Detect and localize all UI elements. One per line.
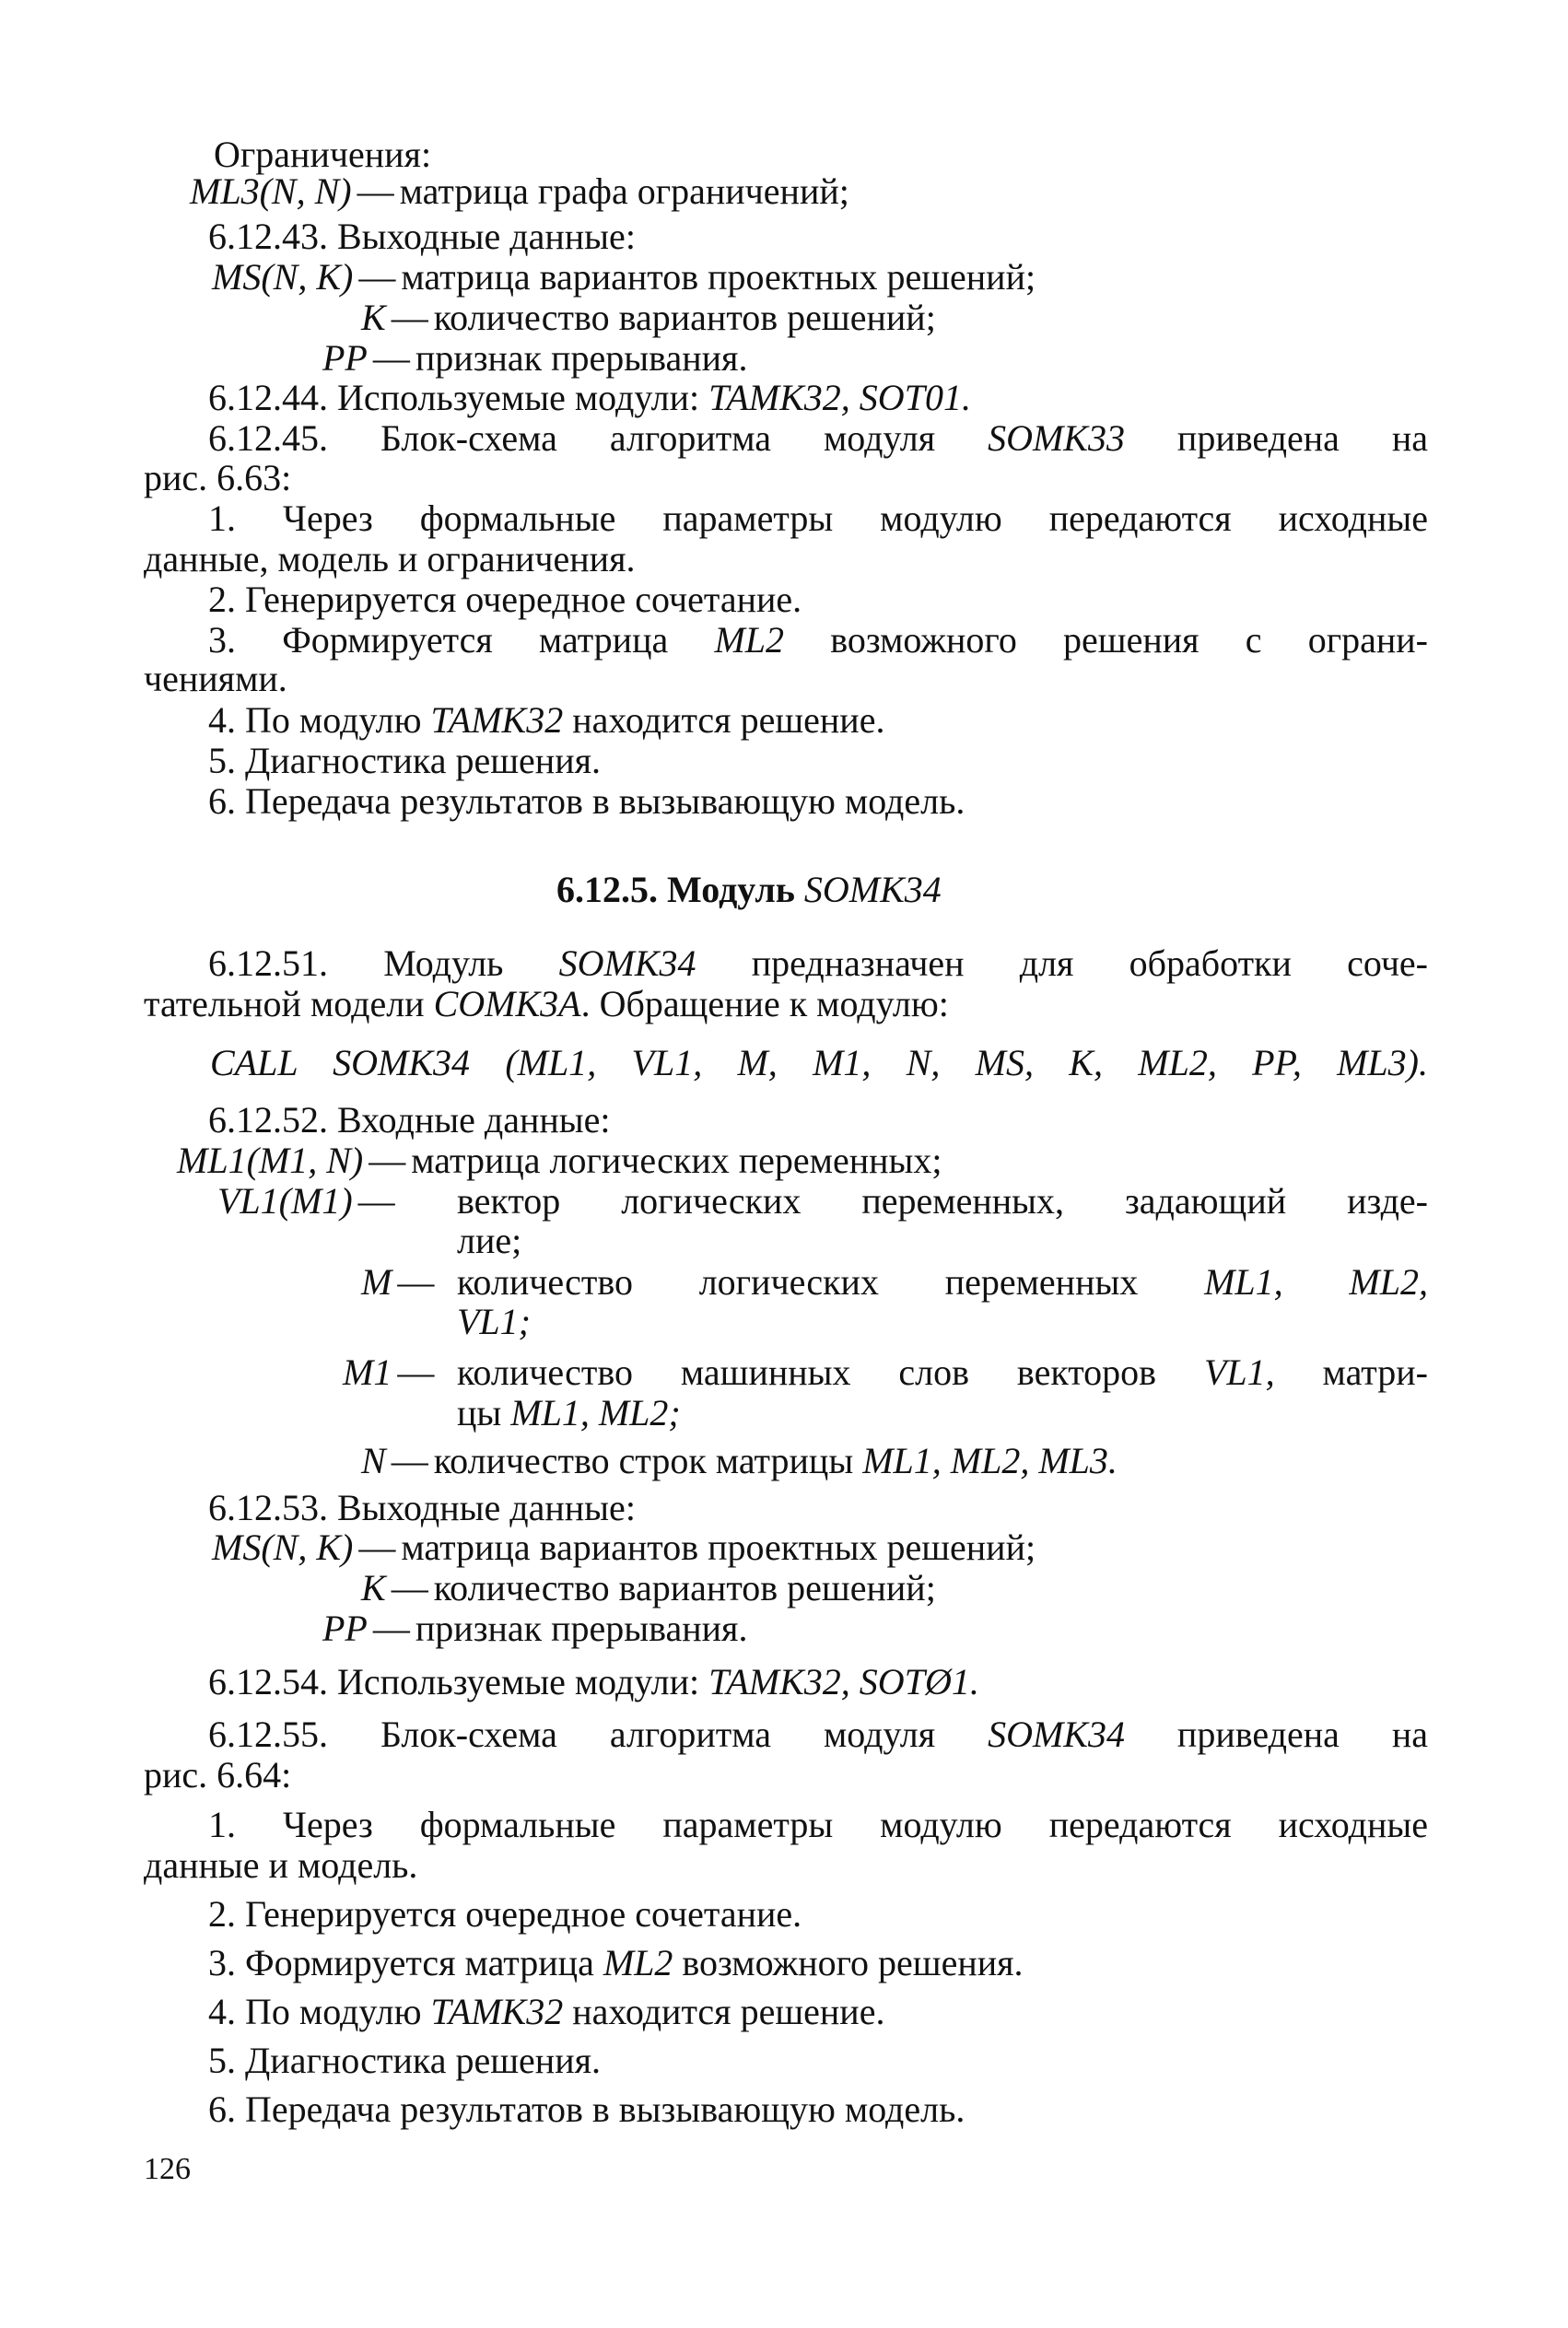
step-5: 5. Диагностика решения. bbox=[208, 740, 601, 781]
step-2: 2. Генерируется очередное сочетание. bbox=[208, 579, 802, 620]
paragraph-6-12-44: 6.12.44. Используемые модули: TAMK32, SOT01. bbox=[208, 377, 971, 418]
step-2-b: 2. Генерируется очередное сочетание. bbox=[208, 1893, 802, 1935]
k-definition-2: K — количество вариантов решений; bbox=[361, 1567, 936, 1609]
ml1-definition: ML1(M1, N) — матрица логических переменных; bbox=[177, 1140, 942, 1181]
paragraph-6-12-51: 6.12.51. Модуль SOMK34 предназначен для обработки соче- bbox=[208, 942, 1429, 984]
m-definition-cont: VL1; bbox=[457, 1301, 531, 1342]
vl1-definition-text: вектор логических переменных, задающий изде- bbox=[457, 1180, 1428, 1222]
ms-definition: MS(N, K) — матрица вариантов проектных решений; bbox=[212, 256, 1036, 298]
step-1-b: 1. Через формальные параметры модулю передаются исходные bbox=[208, 1804, 1428, 1845]
step-1-cont: данные, модель и ограничения. bbox=[144, 538, 636, 579]
call-statement: CALL SOMK34 (ML1, VL1, M, M1, N, MS, K, ML2, PP, ML3). bbox=[210, 1042, 1428, 1083]
m1-definition-cont: цы ML1, ML2; bbox=[457, 1392, 681, 1433]
step-1: 1. Через формальные параметры модулю передаются исходные bbox=[208, 497, 1428, 539]
step-3: 3. Формируется матрица ML2 возможного решения с ограни- bbox=[208, 619, 1429, 661]
vl1-definition-cont: лие; bbox=[457, 1220, 522, 1261]
ml3-definition: ML3(N, N) — матрица графа ограничений; bbox=[190, 170, 849, 212]
paragraph-6-12-54: 6.12.54. Используемые модули: TAMK32, SOTØ1. bbox=[208, 1661, 979, 1702]
paragraph-6-12-51-cont: тательной модели COMK3A. Обращение к модулю: bbox=[144, 983, 949, 1024]
ms-definition-2: MS(N, K) — матрица вариантов проектных решений; bbox=[212, 1527, 1036, 1568]
m-definition-text: количество логических переменных ML1, ML2, bbox=[457, 1261, 1428, 1303]
step-3-b: 3. Формируется матрица ML2 возможного решения. bbox=[208, 1942, 1024, 1983]
ml3-term: ML3(N, N) bbox=[190, 170, 352, 212]
vl1-definition: VL1(M1) — bbox=[217, 1180, 395, 1222]
paragraph-6-12-55: 6.12.55. Блок-схема алгоритма модуля SOMK34 приведена на bbox=[208, 1714, 1428, 1755]
paragraph-6-12-43: 6.12.43. Выходные данные: bbox=[208, 216, 636, 257]
step-1-b-cont: данные и модель. bbox=[144, 1844, 418, 1886]
m-definition: M — bbox=[361, 1261, 435, 1303]
paragraph-6-12-52: 6.12.52. Входные данные: bbox=[208, 1099, 611, 1141]
step-6: 6. Передача результатов в вызывающую модель. bbox=[208, 780, 965, 822]
n-definition: N — количество строк матрицы ML1, ML2, ML3. bbox=[361, 1440, 1117, 1481]
step-6-b: 6. Передача результатов в вызывающую модель. bbox=[208, 2088, 965, 2130]
step-4: 4. По модулю TAMK32 находится решение. bbox=[208, 699, 885, 741]
restrictions-label: Ограничения: bbox=[214, 134, 432, 175]
section-heading: 6.12.5. Модуль SOMK34 bbox=[556, 869, 942, 910]
step-5-b: 5. Диагностика решения. bbox=[208, 2040, 601, 2081]
k-definition: K — количество вариантов решений; bbox=[361, 297, 936, 338]
pp-definition: PP — признак прерывания. bbox=[322, 337, 748, 379]
m1-definition-text: количество машинных слов векторов VL1, матри- bbox=[457, 1351, 1428, 1393]
paragraph-6-12-55-cont: рис. 6.64: bbox=[144, 1754, 292, 1796]
step-3-cont: чениями. bbox=[144, 658, 287, 699]
pp-definition-2: PP — признак прерывания. bbox=[322, 1608, 748, 1649]
m1-definition: M1 — bbox=[343, 1351, 435, 1393]
paragraph-6-12-45: 6.12.45. Блок-схема алгоритма модуля SOMK33 приведена на bbox=[208, 417, 1428, 459]
page-number: 126 bbox=[144, 2152, 191, 2186]
paragraph-6-12-45-cont: рис. 6.63: bbox=[144, 457, 292, 498]
paragraph-6-12-53: 6.12.53. Выходные данные: bbox=[208, 1487, 636, 1528]
step-4-b: 4. По модулю TAMK32 находится решение. bbox=[208, 1991, 885, 2032]
